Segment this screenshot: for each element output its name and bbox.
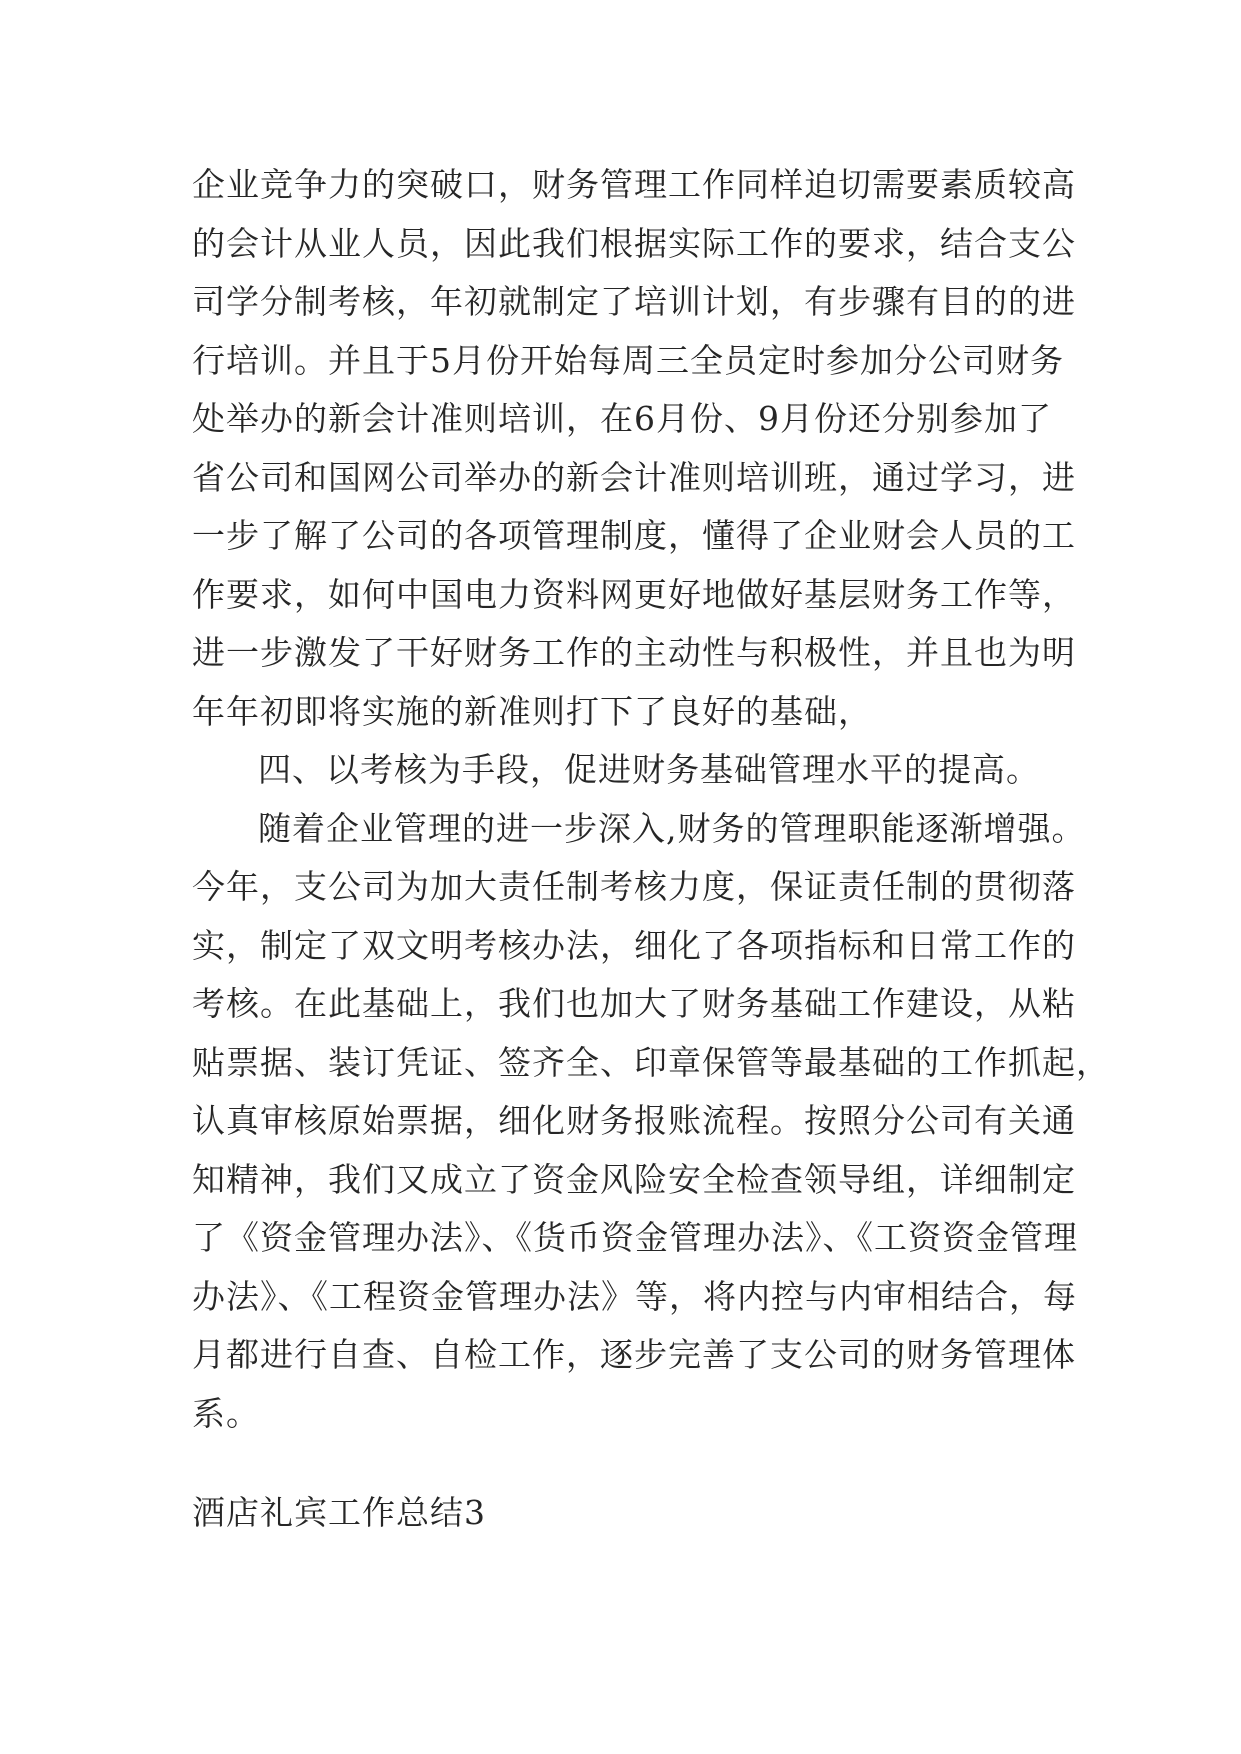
text-line: 的会计从业人员，因此我们根据实际工作的要求，结合支公 <box>192 223 1076 263</box>
text-line: 了《资金管理办法》、《货币资金管理办法》、《工资资金管理 <box>192 1218 1078 1257</box>
text-line: 办法》、《工程资金管理办法》等，将内控与内审相结合，每 <box>192 1276 1077 1316</box>
section-heading: 四、以考核为手段，促进财务基础管理水平的提高。 <box>258 750 1040 789</box>
text-line: 今年，支公司为加大责任制考核力度，保证责任制的贯彻落 <box>192 867 1076 906</box>
text-line: 进一步激发了干好财务工作的主动性与积极性，并且也为明 <box>192 633 1076 672</box>
text-line: 月都进行自查、自检工作，逐步完善了支公司的财务管理体 <box>192 1335 1076 1374</box>
text-line: 系。 <box>192 1393 260 1433</box>
text-line: 年年初即将实施的新准则打下了良好的基础， <box>192 691 872 731</box>
text-line: 司学分制考核，年初就制定了培训计划，有步骤有目的的进 <box>192 282 1076 321</box>
text-line: 处举办的新会计准则培训，在6月份、9月份还分别参加了 <box>192 399 1052 438</box>
body-text <box>192 156 1110 1443</box>
text-line: 贴票据、装订凭证、签齐全、印章保管等最基础的工作抓起， <box>192 1042 1110 1082</box>
text-line: 知精神，我们又成立了资金风险安全检查领导组，详细制定 <box>192 1159 1076 1199</box>
text-line: 实，制定了双文明考核办法，细化了各项指标和日常工作的 <box>192 925 1076 965</box>
text-line: 行培训。并且于5月份开始每周三全员定时参加分公司财务 <box>192 340 1064 380</box>
next-section-title: 酒店礼宾工作总结3 <box>192 1493 486 1532</box>
text-line: 一步了解了公司的各项管理制度，懂得了企业财会人员的工 <box>192 516 1076 555</box>
text-line: 企业竞争力的突破口，财务管理工作同样迫切需要素质较高 <box>192 165 1076 204</box>
text-line: 认真审核原始票据，细化财务报账流程。按照分公司有关通 <box>192 1101 1076 1140</box>
text-line: 考核。在此基础上，我们也加大了财务基础工作建设，从粘 <box>192 984 1076 1023</box>
text-line: 作要求，如何中国电力资料网更好地做好基层财务工作等， <box>192 574 1076 614</box>
text-line: 省公司和国网公司举办的新会计准则培训班，通过学习，进 <box>192 457 1076 497</box>
text-line: 随着企业管理的进一步深入,财务的管理职能逐渐增强。 <box>258 808 1086 848</box>
